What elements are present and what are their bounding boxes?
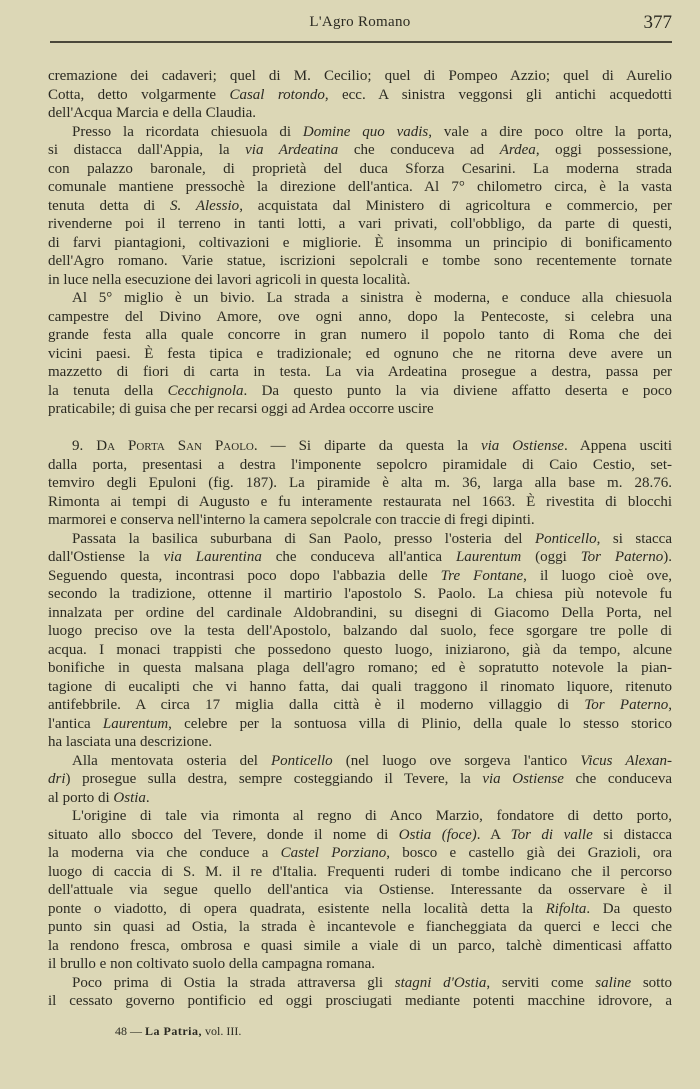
- text-line: [48, 382, 672, 401]
- text-line: [48, 900, 672, 919]
- text-line: [48, 456, 672, 475]
- text-segment: . Da questo punto la via diviene affatto deserta e poco: [243, 382, 672, 399]
- text-line: [48, 881, 672, 900]
- italic-term: Domine quo vadis: [302, 123, 429, 140]
- text-segment: mazzetto di fiori di carta in testa. La via Ardeatina prosegue a destra, passa per: [48, 364, 672, 380]
- text-segment: Alla mentovata osteria del: [72, 752, 272, 769]
- section-heading: Da Porta San Paolo.: [96, 438, 258, 454]
- text-line: [48, 141, 672, 160]
- italic-term: Casal rotondo: [229, 86, 325, 103]
- text-segment: punto sin quasi ad Ostia, la strada è incantevole e fiancheggiata da querci e lecci che: [48, 919, 672, 935]
- text-segment: in luce nella esecuzione dei lavori agricoli in questa località.: [48, 271, 411, 288]
- text-line: [48, 678, 672, 697]
- text-segment: temviro degli Epuloni (fig. 187). La piramide è alta m. 36, larga alla base m. 28.76.: [48, 475, 672, 491]
- italic-term: S. Alessio: [170, 197, 240, 214]
- italic-term: stagni d'Ostia: [394, 974, 487, 991]
- text-segment: cremazione dei cadaveri; quel di M. Cecilio; quel di Pompeo Azzio; quel di Aurelio: [48, 68, 672, 84]
- text-line: [48, 178, 672, 197]
- text-line: [48, 955, 672, 974]
- text-line: [48, 770, 672, 789]
- text-segment: .: [145, 789, 150, 806]
- italic-term: saline: [595, 974, 632, 991]
- footer-publication: La Patria,: [145, 1024, 202, 1038]
- text-segment: , celebre per la sontuosa villa di Plinio, della quale lo stesso storico: [168, 715, 672, 732]
- text-segment: la rendono fresca, ombrosa e quasi simile a viale di un parco, talchè dimenticasi affatto: [48, 937, 672, 954]
- text-line: [48, 493, 672, 512]
- text-segment: si distacca dall'Appia, la: [48, 142, 246, 158]
- italic-term: Castel Porziano: [280, 845, 387, 861]
- text-segment: Poco prima di Ostia la strada attraversa gli: [72, 974, 395, 991]
- header-rule: [50, 41, 672, 43]
- text-segment: , serviti come: [486, 974, 596, 991]
- text-segment: Passata la basilica suburbana di San Paolo, presso l'osteria del: [72, 530, 535, 547]
- text-segment: vicini paesi. È festa tipica e tradizionale; ed ognuno che ne ritorna deve avere un: [48, 345, 672, 362]
- italic-term: via Laurentina: [163, 549, 262, 565]
- text-line: [48, 308, 672, 327]
- text-segment: situato allo sbocco del Tevere, donde il nome di: [48, 826, 399, 843]
- text-line: [48, 363, 672, 382]
- text-line: [48, 123, 672, 142]
- text-line: [48, 104, 672, 123]
- running-title: L'Agro Romano: [309, 14, 411, 30]
- italic-term: via Ardeatina: [245, 142, 339, 158]
- text-segment: il brullo e non coltivato suolo della campagna romana.: [48, 956, 375, 972]
- text-segment: comunale mantiene pressochè la direzione dell'antica. Al 7° chilometro circa, è la vasta: [48, 179, 672, 195]
- italic-term: Tre Fontane: [440, 567, 524, 584]
- page-header: [48, 12, 672, 36]
- text-line: [48, 604, 672, 623]
- italic-term: Tor Paterno: [580, 549, 664, 565]
- text-segment: ha lasciata una descrizione.: [48, 734, 213, 750]
- text-segment: che conduceva: [563, 771, 673, 787]
- text-segment: luogo preciso ove la testa dell'Apostolo, balzando dal suolo, fece sgorgare tre polle di: [48, 623, 672, 639]
- text-line: [48, 400, 672, 419]
- text-segment: tagione di eucalipti che vi hanno fatta, dai quali traggono il rinomato liquore, ritenuto: [48, 678, 672, 695]
- page-number: 377: [643, 12, 672, 33]
- text-segment: , bosco e castello già dei Grazioli, ora: [386, 845, 673, 861]
- text-segment: , vale a dire poco oltre la porta,: [428, 123, 673, 140]
- text-segment: tenuta detta di: [48, 197, 171, 214]
- text-line: [48, 345, 672, 364]
- footer-volume: vol. III.: [202, 1024, 242, 1038]
- text-segment: ).: [663, 549, 672, 565]
- text-line: [48, 733, 672, 752]
- text-segment: 9.: [72, 438, 97, 454]
- text-line: [48, 67, 672, 86]
- text-line: [48, 918, 672, 937]
- text-line: [48, 530, 672, 549]
- text-line: [48, 659, 672, 678]
- page-footer: [115, 1024, 241, 1039]
- italic-term: Rifolta: [545, 900, 587, 917]
- paragraph: [48, 807, 672, 974]
- text-segment: marmorei e conserva nell'interno la camera sepolcrale con traccie di fregi dipinti.: [48, 512, 535, 528]
- text-segment: , si stacca: [596, 530, 672, 547]
- text-segment: antifebbrile. A circa 17 miglia dalla città è il moderno villaggio di: [48, 697, 585, 713]
- text-segment: l'antica: [48, 715, 103, 732]
- text-line: [48, 844, 672, 863]
- italic-term: dri: [48, 771, 66, 787]
- italic-term: Ponticello: [271, 752, 333, 769]
- text-segment: la tenuta della: [48, 382, 168, 399]
- text-segment: ponte o viadotto, di opera quadrata, esistente nella località detta la: [48, 900, 546, 917]
- text-line: [48, 234, 672, 253]
- italic-term: Tor Paterno: [584, 697, 669, 713]
- text-line: [48, 992, 672, 1011]
- text-segment: dell'Acqua Marcia e della Claudia.: [48, 105, 257, 121]
- text-line: [48, 437, 672, 456]
- text-segment: al porto di: [48, 789, 114, 806]
- paragraph: [48, 289, 672, 419]
- paragraph: [48, 530, 672, 752]
- body-text: [48, 67, 672, 1011]
- text-segment: , oggi possessione,: [535, 142, 672, 158]
- text-segment: Rimonta ai tempi di Augusto e fu interamente restaurata nel 1663. È rivestita di blocchi: [48, 493, 672, 510]
- text-segment: dell'attuale via segue quello dell'antica via Ostiense. Interessante da osservare è il: [48, 882, 672, 898]
- text-line: [48, 271, 672, 290]
- text-segment: , ecc. A sinistra veggonsi gli antichi acquedotti: [324, 86, 672, 103]
- text-line: [48, 289, 672, 308]
- text-segment: , il luogo cioè ove,: [523, 567, 672, 584]
- text-segment: dell'Agro romano. Varie statue, iscrizioni sepolcrali e tombe sono recentemente tornate: [48, 253, 672, 269]
- text-segment: ,: [668, 697, 672, 713]
- text-segment: rivenderne poi il terreno in tanti lotti, a vari privati, coll'obbligo, da parte di questi,: [48, 216, 672, 232]
- text-segment: Al 5° miglio è un bivio. La strada a sinistra è moderna, e conduce alla chiesuola: [72, 290, 672, 306]
- text-segment: Seguendo questa, incontrasi poco dopo l'abbazia delle: [48, 567, 441, 584]
- text-line: [48, 548, 672, 567]
- italic-term: Ostia (foce): [398, 826, 477, 843]
- text-line: [48, 641, 672, 660]
- italic-term: Laurentum: [455, 549, 522, 565]
- footer-signature: 48 —: [115, 1024, 145, 1038]
- text-segment: — Si diparte da questa la: [257, 438, 481, 454]
- text-segment: dall'Ostiense la: [48, 549, 164, 565]
- text-line: [48, 937, 672, 956]
- text-segment: che conduceva ad: [338, 142, 500, 158]
- paragraph: [48, 123, 672, 290]
- italic-term: Ardea: [499, 142, 536, 158]
- italic-term: Tor di valle: [510, 826, 593, 843]
- text-segment: secondo la tradizione, ottenne il martirio l'apostolo S. Paolo. La chiesa più notevole fu: [48, 586, 672, 602]
- text-segment: grande festa alla quale concorre in gran numero il popolo tanto di Roma che dei: [48, 327, 672, 343]
- text-line: [48, 326, 672, 345]
- text-segment: la moderna via che conduce a: [48, 845, 281, 861]
- italic-term: Ostia: [113, 789, 146, 806]
- text-line: [48, 752, 672, 771]
- italic-term: Vicus Alexan-: [580, 752, 672, 769]
- text-line: [48, 86, 672, 105]
- italic-term: via Ostiense: [480, 438, 564, 454]
- text-segment: (oggi: [521, 549, 581, 565]
- text-segment: . Da questo: [586, 900, 672, 917]
- text-segment: dalla porta, presentasi a destra l'imponente sepolcro piramidale di Caio Cestio, set-: [48, 456, 672, 473]
- paragraph: [48, 67, 672, 123]
- italic-term: via Ostiense: [482, 771, 564, 787]
- text-line: [48, 567, 672, 586]
- italic-term: Ponticello: [534, 530, 597, 547]
- text-line: [48, 696, 672, 715]
- text-line: [48, 585, 672, 604]
- text-line: [48, 789, 672, 808]
- text-line: [48, 252, 672, 271]
- text-line: [48, 863, 672, 882]
- text-segment: (nel luogo ove sorgeva l'antico: [332, 752, 581, 769]
- text-line: [48, 974, 672, 993]
- text-line: [48, 715, 672, 734]
- paragraph: [48, 974, 672, 1011]
- text-line: [48, 826, 672, 845]
- text-segment: Cotta, detto volgarmente: [48, 86, 230, 103]
- text-segment: si distacca: [592, 826, 672, 843]
- text-segment: , acquistata dal Ministero di agricoltura e commercio, per: [239, 197, 673, 214]
- text-segment: acqua. I monaci trappisti che possedono questo luogo, iniziarono, già da tempo, alcune: [48, 641, 672, 658]
- text-segment: ) prosegue sulla destra, sempre costeggiando il Tevere, la: [65, 771, 483, 787]
- text-segment: il cessato governo pontificio ed oggi prosciugati mediante potenti macchine idrovore, a: [48, 993, 672, 1009]
- text-segment: che conduceva all'antica: [261, 549, 456, 565]
- text-segment: praticabile; di guisa che per recarsi oggi ad Ardea occorre uscire: [48, 401, 434, 417]
- text-line: [48, 622, 672, 641]
- text-line: [48, 807, 672, 826]
- text-line: [48, 215, 672, 234]
- text-line: [48, 511, 672, 530]
- text-segment: di farvi piantagioni, coltivazioni e migliorie. È insomma un principio di bonificamento: [48, 234, 672, 251]
- italic-term: Cecchignola: [167, 382, 244, 399]
- text-segment: campestre del Divino Amore, ove ogni anno, dopo la Pentecoste, si celebra una: [48, 308, 672, 325]
- text-segment: con palazzo baronale, di proprietà del duca Sforza Cesarini. La moderna strada: [48, 160, 672, 177]
- text-segment: luogo di caccia di S. M. il re d'Italia. Frequenti ruderi di tombe indicano che il percorso: [48, 863, 672, 880]
- text-segment: innalzata per ordine del cardinale Aldobrandini, su disegni di Giacomo Della Porta, nel: [48, 604, 672, 621]
- paragraph: [48, 752, 672, 808]
- text-line: [48, 474, 672, 493]
- text-segment: . Appena usciti: [563, 438, 673, 454]
- text-line: [48, 160, 672, 179]
- text-segment: L'origine di tale via rimonta al regno di Anco Marzio, fondatore di detto porto,: [72, 808, 672, 824]
- italic-term: Laurentum: [102, 715, 169, 732]
- text-segment: Presso la ricordata chiesuola di: [72, 123, 303, 140]
- text-segment: sotto: [631, 974, 672, 991]
- paragraph: [48, 437, 672, 530]
- text-line: [48, 197, 672, 216]
- text-segment: bonifiche in questa malsana plaga dell'agro romano; ed è sopratutto notevole la pian-: [48, 660, 672, 676]
- text-segment: . A: [476, 826, 511, 843]
